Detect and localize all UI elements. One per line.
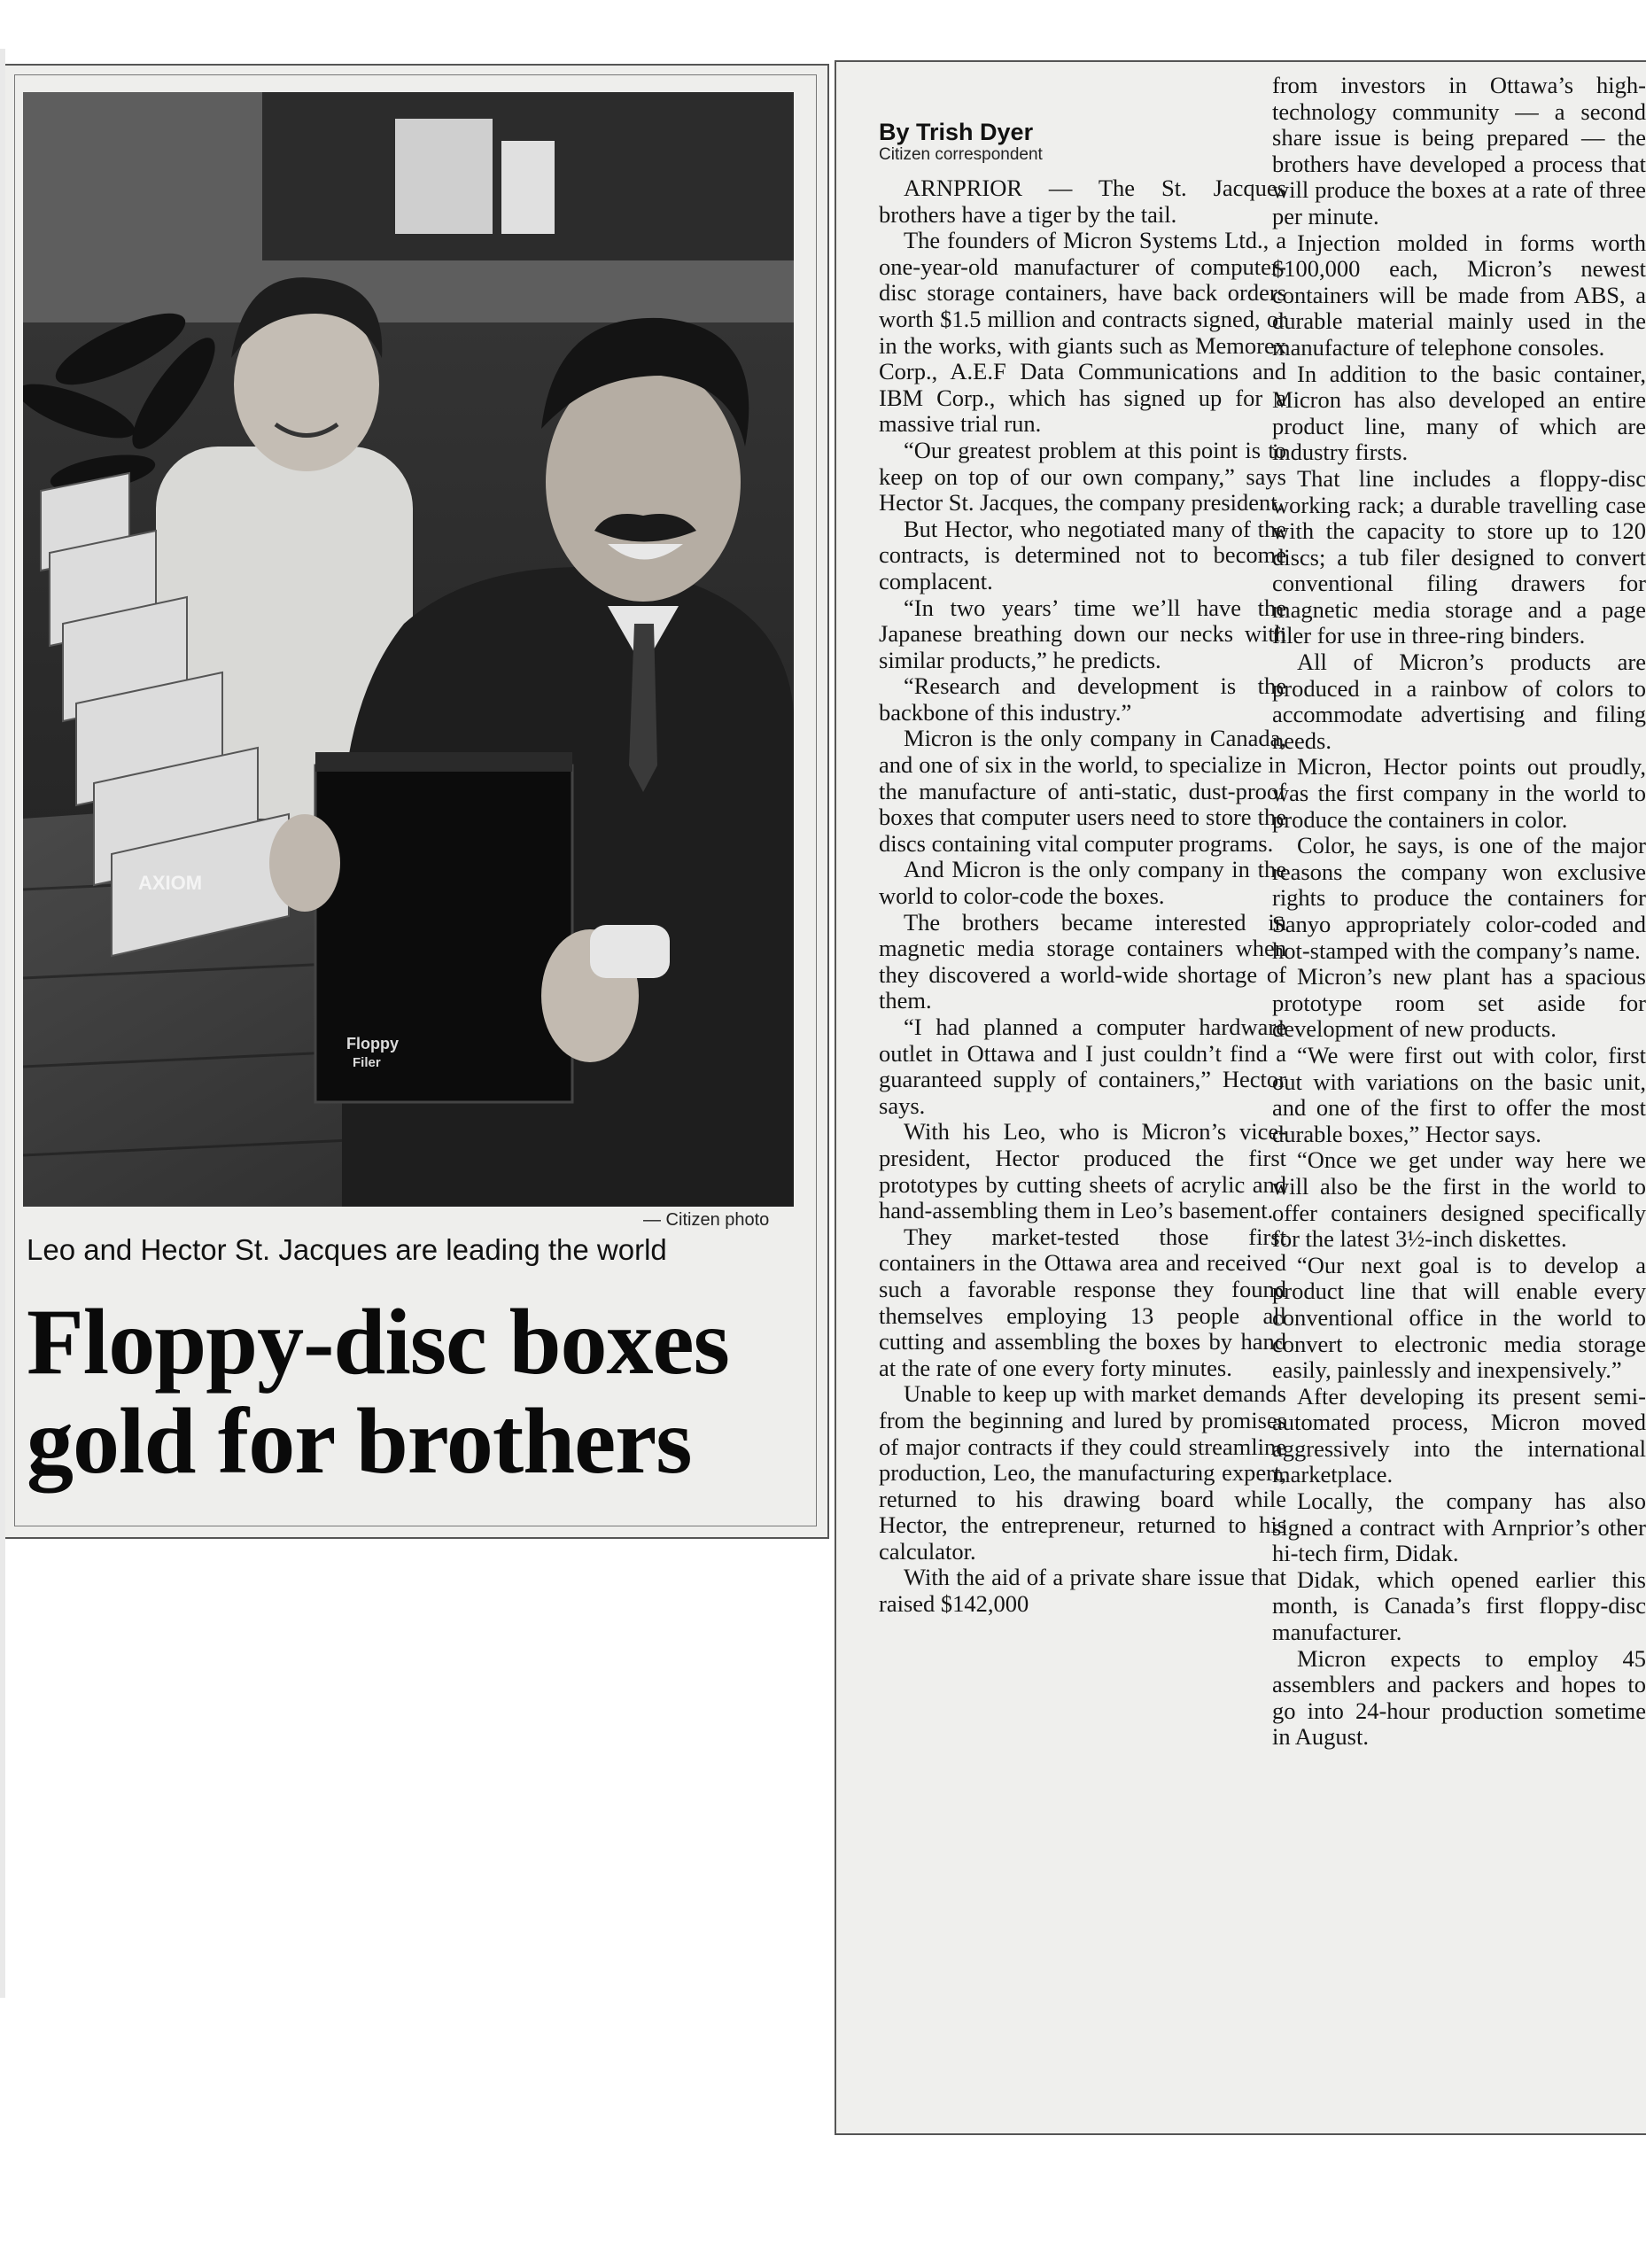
paragraph: And Micron is the only company in the world to color-code the boxes. [879, 856, 1286, 910]
article-column-2 [1272, 73, 1646, 1751]
paragraph: “We were first out with color, first out with variations on the basic unit, and one of the first to offer the most durable boxes,” Hector says. [1272, 1041, 1646, 1147]
paragraph: In addition to the basic container, Micron has also developed an entire product line, many of which are industry firsts. [1272, 360, 1646, 466]
paragraph: “I had planned a computer hardware outlet in Ottawa and I just couldn’t find a guaranteed supply of containers,” Hector says. [879, 1014, 1286, 1119]
paragraph: Didak, which opened earlier this month, is Canada’s first floppy-disc manufacturer. [1272, 1565, 1646, 1646]
left-clipping [5, 64, 829, 1539]
paragraph: Micron’s new plant has a spacious prototype room set aside for development of new products. [1272, 963, 1646, 1043]
headline [27, 1290, 806, 1493]
paragraph: “Our greatest problem at this point is to keep on top of our own company,” says Hector St. Jacques, the company president. [879, 436, 1286, 517]
headline-line-1: Floppy-disc boxes [27, 1290, 729, 1394]
paragraph: Locally, the company has also signed a contract with Arnprior’s other hi-tech firm, Didak. [1272, 1487, 1646, 1567]
paragraph: Injection molded in forms worth $100,000 each, Micron’s newest containers will be made from ABS, a durable material mainly used in the manufacture of telephone consoles. [1272, 229, 1646, 361]
news-photo [23, 92, 794, 1207]
right-clipping [835, 60, 1646, 2135]
byline: By Trish Dyer [879, 119, 1034, 145]
box-label: Floppy [346, 1035, 399, 1052]
paragraph: Unable to keep up with market demands from the beginning and lured by promises of major contracts if they could streamline production, Leo, the manufacturing expert, returned to his drawing board while Hector, the entrepreneur, returned to his calculator. [879, 1380, 1286, 1565]
byline-role: Citizen correspondent [879, 145, 1043, 164]
paragraph: Micron expects to employ 45 assemblers and packers and hopes to go into 24-hour production sometime in August. [1272, 1644, 1646, 1751]
headline-line-2: gold for brothers [27, 1389, 692, 1493]
paragraph: They market-tested those first containers in the Ottawa area and received such a favorable response they found themselves employing 13 people all cutting and assembling the boxes by hand at the rate of one every forty minutes. [879, 1223, 1286, 1381]
article-column-1 [879, 119, 1286, 1618]
photo-caption: Leo and Hector St. Jacques are leading the world [27, 1233, 667, 1266]
paragraph: from investors in Ottawa’s high-technology community — a second share issue is being prepared — the brothers have developed a process that will produce the boxes at a rate of three per minute. [1272, 72, 1646, 229]
paragraph: ARNPRIOR — The St. Jacques brothers have a tiger by the tail. [879, 175, 1286, 228]
floppy-filer-box [315, 752, 572, 1102]
paragraph: But Hector, who negotiated many of the contracts, is determined not to become complacent. [879, 515, 1286, 594]
hand-left [269, 814, 340, 912]
paragraph: The brothers became interested in magnetic media storage containers when they discovered a world-wide shortage of them. [879, 908, 1286, 1014]
paragraph: “In two years’ time we’ll have the Japanese breathing down our necks with similar products,” he predicts. [879, 594, 1286, 673]
shelf-box [395, 119, 493, 234]
paragraph: “Once we get under way here we will also be the first in the world to offer containers designed specifically for the latest 3½-inch diskettes. [1272, 1146, 1646, 1253]
photo-credit: — Citizen photo [643, 1210, 770, 1230]
paragraph: The founders of Micron Systems Ltd., a one-year-old manufacturer of computer-disc storage containers, have back orders worth $1.5 million and contracts signed, or in the works, with giants such as Memorex Corp., A.E.F Data Communications and IBM Corp., which has signed up for a massive trial run. [879, 227, 1286, 438]
box-label-sub: Filer [353, 1055, 381, 1070]
paragraph: After developing its present semi-automated process, Micron moved aggressively into the international marketplace. [1272, 1382, 1646, 1488]
paragraph: Micron is the only company in Canada, and one of six in the world, to specialize in the manufacture of anti-static, dust-proof boxes that computer users need to store the discs containing vital computer programs. [879, 725, 1286, 857]
photo-illustration [23, 92, 794, 1207]
paragraph: Micron, Hector points out proudly, was the first company in the world to produce the containers in color. [1272, 753, 1646, 833]
paragraph: With the aid of a private share issue that raised $142,000 [879, 1564, 1286, 1618]
paragraph: With his Leo, who is Micron’s vice-president, Hector produced the first prototypes by cutting sheets of acrylic and hand-assembling them in Leo’s basement. [879, 1118, 1286, 1224]
paragraph: “Our next goal is to develop a product line that will enable every conventional office in the world to convert to electronic media storage easily, painlessly and inexpensively.” [1272, 1251, 1646, 1384]
paragraph: “Research and development is the backbone of this industry.” [879, 672, 1286, 726]
paragraph: Color, he says, is one of the major reasons the company won exclusive rights to produce the containers for Sanyo appropriately color-coded and hot-stamped with the company’s name. [1272, 832, 1646, 964]
paragraph: All of Micron’s products are produced in a rainbow of colors to accommodate advertising and filing needs. [1272, 649, 1646, 754]
rack-label: AXIOM [138, 872, 203, 894]
paragraph: That line includes a floppy-disc working rack; a durable travelling case with the capacity to store up to 120 discs; a tub filer designed to convert conventional filing drawers for magnetic media storage and a page filer for use in three-ring binders. [1272, 464, 1646, 649]
